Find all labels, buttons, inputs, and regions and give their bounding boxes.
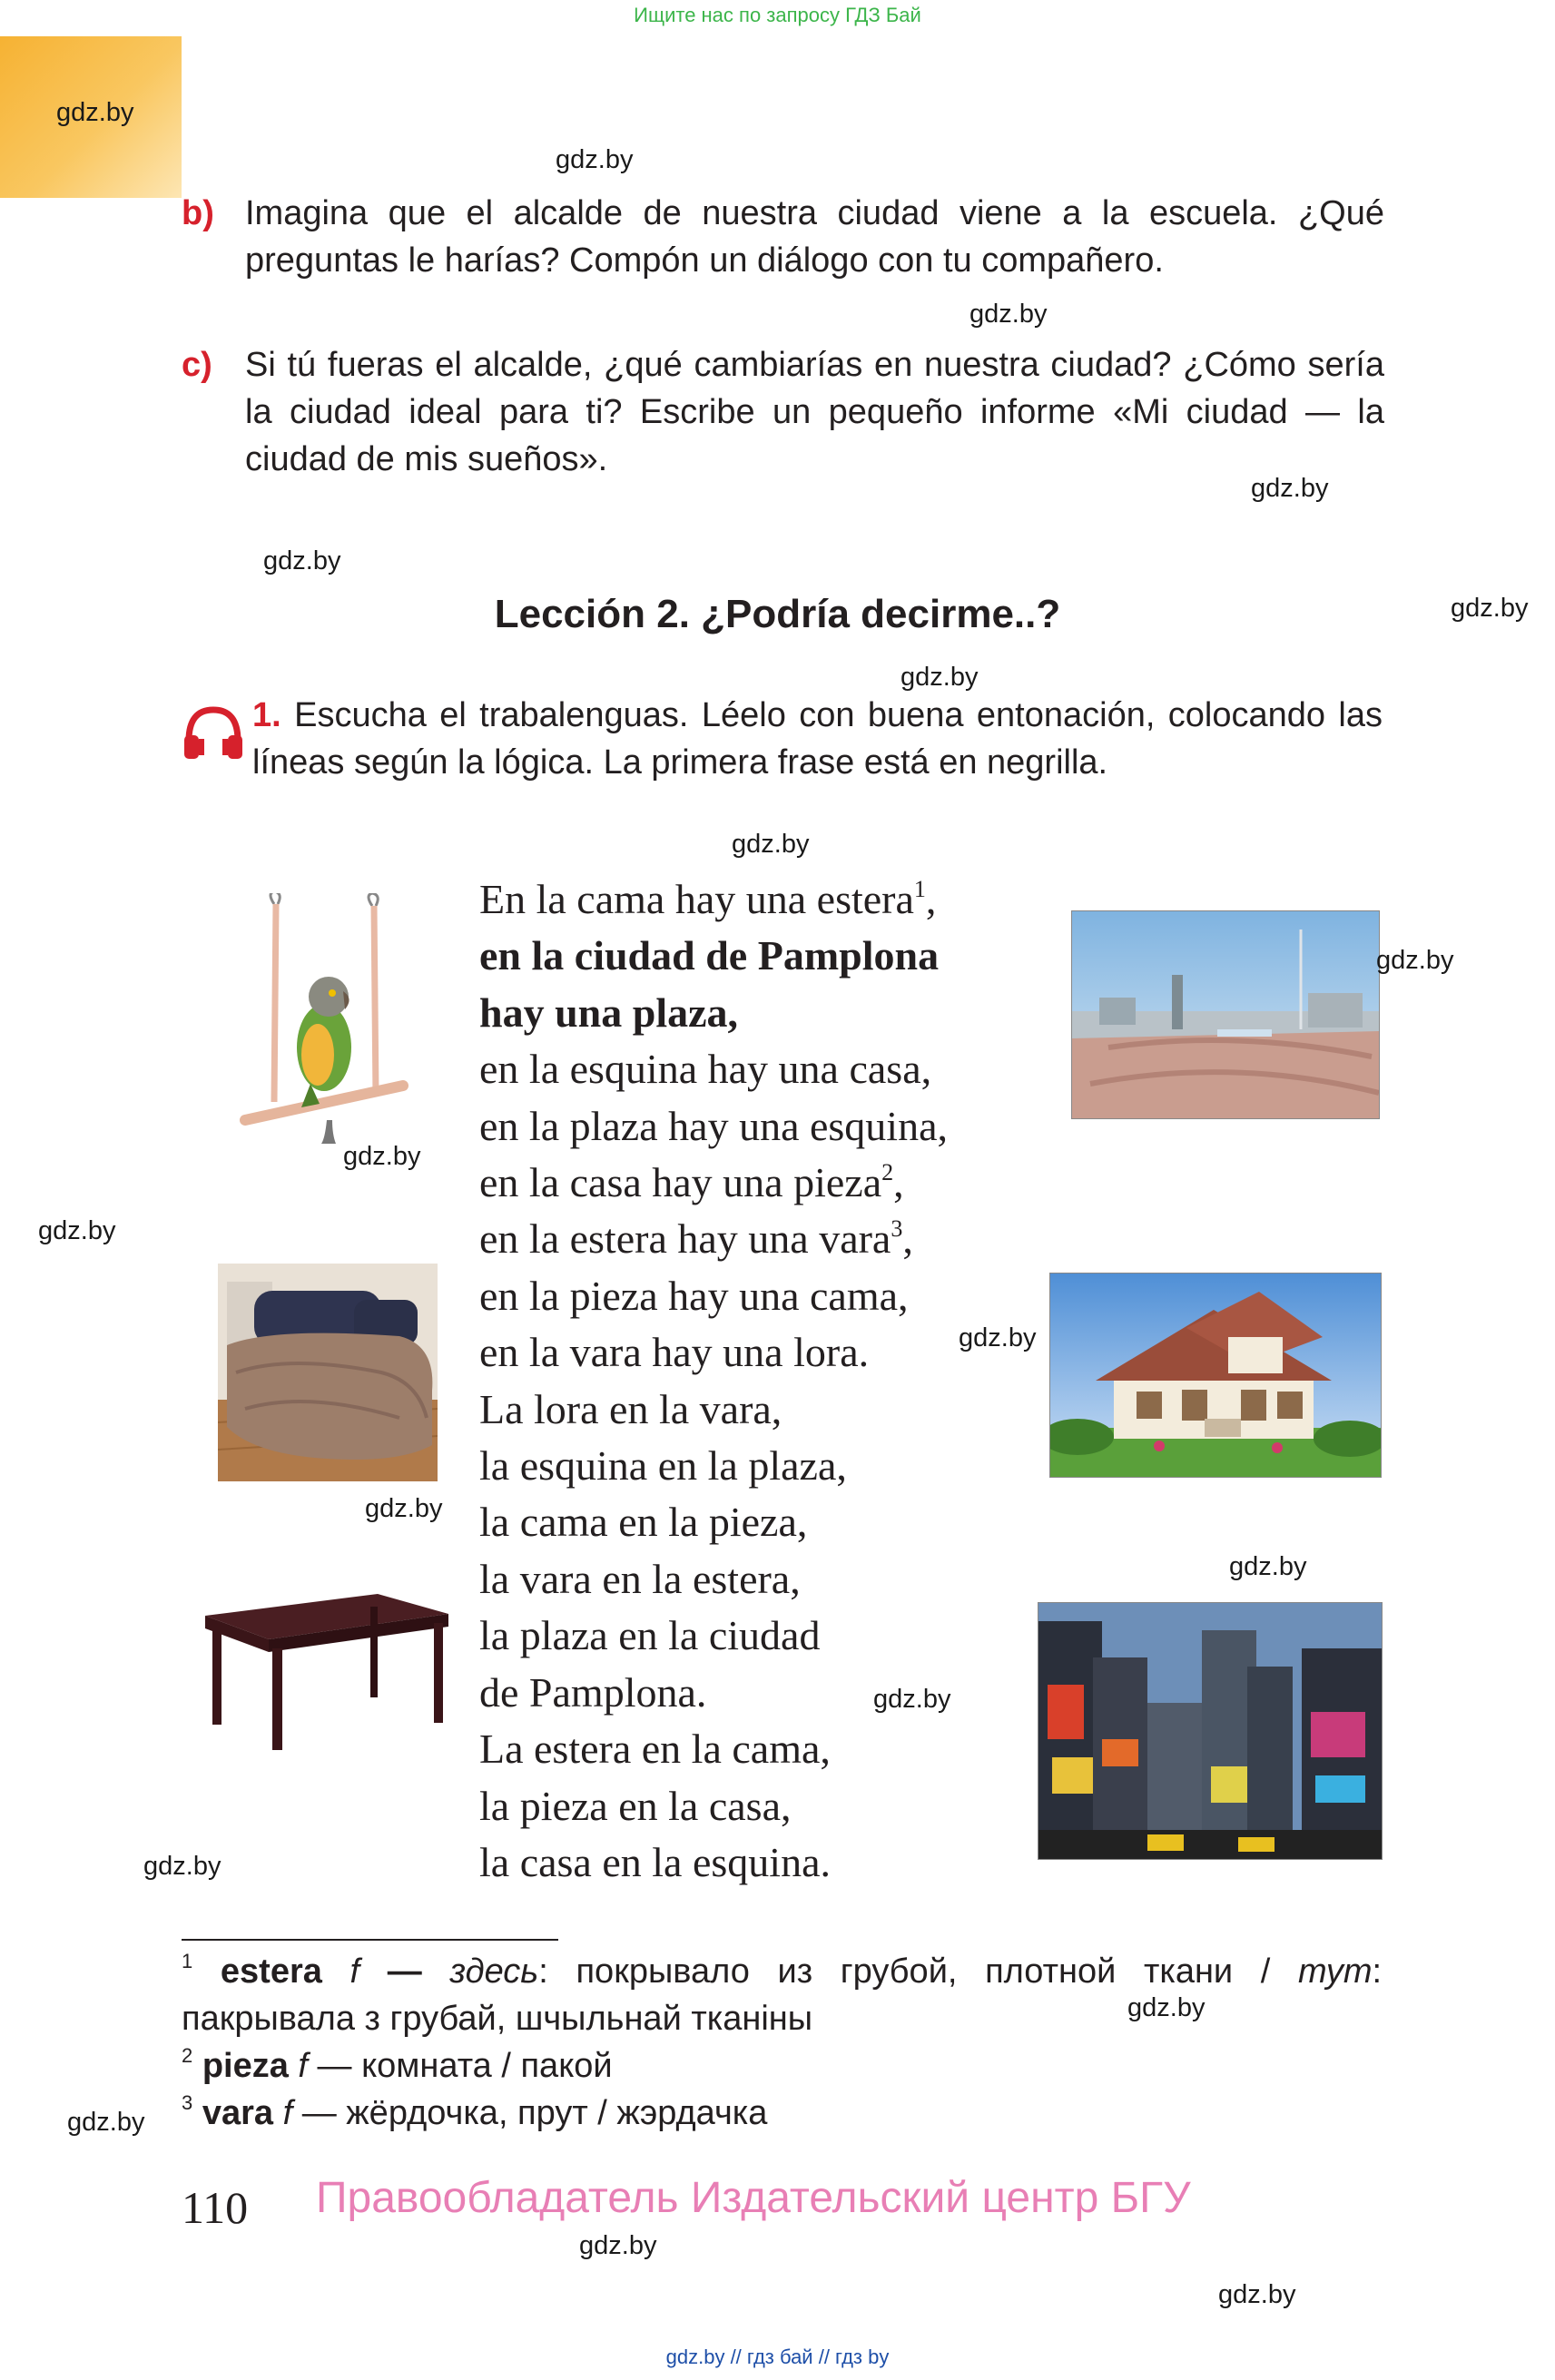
watermark: gdz.by [732, 830, 810, 859]
poem-line-18: la casa en la esquina. [479, 1838, 831, 1885]
poem-line-7: en la estera hay una vara$^3$, [479, 1215, 913, 1263]
poem-line-15: de Pamplona. [479, 1668, 707, 1716]
watermark: gdz.by [969, 300, 1048, 329]
watermark: gdz.by [343, 1142, 421, 1171]
city-skyscrapers-image [1038, 1602, 1383, 1860]
table-image [196, 1588, 450, 1752]
watermark: gdz.by [263, 546, 341, 575]
corner-watermark: gdz.by [56, 98, 134, 127]
poem-line-1: En la cama hay una estera$^1$, [479, 876, 937, 922]
poem-line-17: la pieza en la casa, [479, 1782, 792, 1829]
top-search-note: Ищите нас по запросу ГДЗ Бай [634, 4, 921, 26]
watermark: gdz.by [1251, 474, 1329, 503]
task-c-text: Si tú fueras el alcalde, ¿qué cambiarías en nuestra ciudad? ¿Cómo sería la ciudad ideal para ti? Escribe un pequeño informe «Mi ciudad — la ciudad de mis sueños». [245, 346, 1384, 478]
footnote-ref-3: 3 [891, 1215, 903, 1243]
watermark: gdz.by [67, 2108, 145, 2137]
poem-line-6: en la casa hay una pieza$^2$, [479, 1159, 904, 1206]
task-c [182, 341, 1384, 487]
poem-line-3: hay una plaza, [479, 988, 739, 1036]
poem-line-10: La lora en la vara, [479, 1385, 782, 1432]
watermark: gdz.by [1127, 1993, 1206, 2022]
poem-line-5: en la plaza hay una esquina, [479, 1102, 948, 1149]
task-c-letter: c) [182, 346, 212, 384]
city-plaza-image [1071, 910, 1380, 1119]
footnote-divider [182, 1939, 558, 1941]
task-b-letter: b) [182, 194, 214, 232]
poem-line-4: en la esquina hay una casa, [479, 1046, 932, 1093]
footnote-ref-2: 2 [881, 1159, 894, 1186]
tongue-twister-poem [479, 871, 951, 1891]
poem-line-8: en la pieza hay una cama, [479, 1272, 909, 1319]
poem-line-14: la plaza en la ciudad [479, 1612, 821, 1659]
watermark: gdz.by [38, 1216, 116, 1245]
footnote-1-line-1: $^1$ estera f — здесь: покрывало из грубой, плотной ткани / тут: [182, 1950, 1383, 1991]
lesson-title: Lección 2. ¿Podría decirme..? [494, 592, 1061, 636]
watermark: gdz.by [556, 145, 634, 174]
exercise-1-number: 1. [252, 696, 281, 734]
watermark: gdz.by [1451, 594, 1529, 623]
footnote-1-line-2: пакрывала з грубай, шчыльнай тканіны [182, 2000, 813, 2038]
footnote-3: $^3$ vara f — жёрдочка, прут / жэрдачка [182, 2091, 768, 2132]
poem-line-12: la cama en la pieza, [479, 1499, 808, 1546]
poem-line-16: La estera en la cama, [479, 1726, 831, 1773]
poem-line-2: en la ciudad de Pamplona [479, 932, 940, 979]
footnote-ref-1: 1 [913, 876, 926, 902]
watermark: gdz.by [143, 1852, 221, 1881]
poem-line-9: en la vara hay una lora. [479, 1329, 870, 1376]
task-b-text: Imagina que el alcalde de nuestra ciudad viene a la escuela. ¿Qué preguntas le harías? Compón un diálogo con tu compañero. [245, 194, 1384, 280]
watermark: gdz.by [1218, 2280, 1296, 2309]
footnote-2: $^2$ pieza f — комната / пакой [182, 2044, 613, 2085]
watermark: gdz.by [1229, 1552, 1307, 1581]
page-number: 110 [182, 2182, 249, 2233]
copyright-owner: Правообладатель Издательский центр БГУ [316, 2174, 1191, 2222]
watermark: gdz.by [579, 2231, 657, 2260]
exercise-1 [252, 692, 1383, 786]
poem-line-11: la esquina en la plaza, [479, 1442, 847, 1490]
watermark: gdz.by [1376, 946, 1454, 975]
task-b [182, 190, 1384, 290]
watermark: gdz.by [365, 1494, 443, 1523]
parrot-on-swing-image [238, 893, 419, 1171]
bed-image [218, 1264, 438, 1481]
house-image [1049, 1273, 1382, 1478]
watermark: gdz.by [901, 663, 979, 692]
exercise-1-text: Escucha el trabalenguas. Léelo con buena entonación, colocando las líneas según la lógica. La primera frase está en negrilla. [252, 696, 1383, 782]
headphones-icon [182, 704, 245, 761]
watermark: gdz.by [873, 1685, 951, 1714]
poem-line-13: la vara en la estera, [479, 1555, 801, 1602]
bottom-links[interactable]: gdz.by // гдз бай // гдз by [665, 2346, 890, 2368]
corner-tab [0, 36, 182, 198]
watermark: gdz.by [959, 1323, 1037, 1352]
